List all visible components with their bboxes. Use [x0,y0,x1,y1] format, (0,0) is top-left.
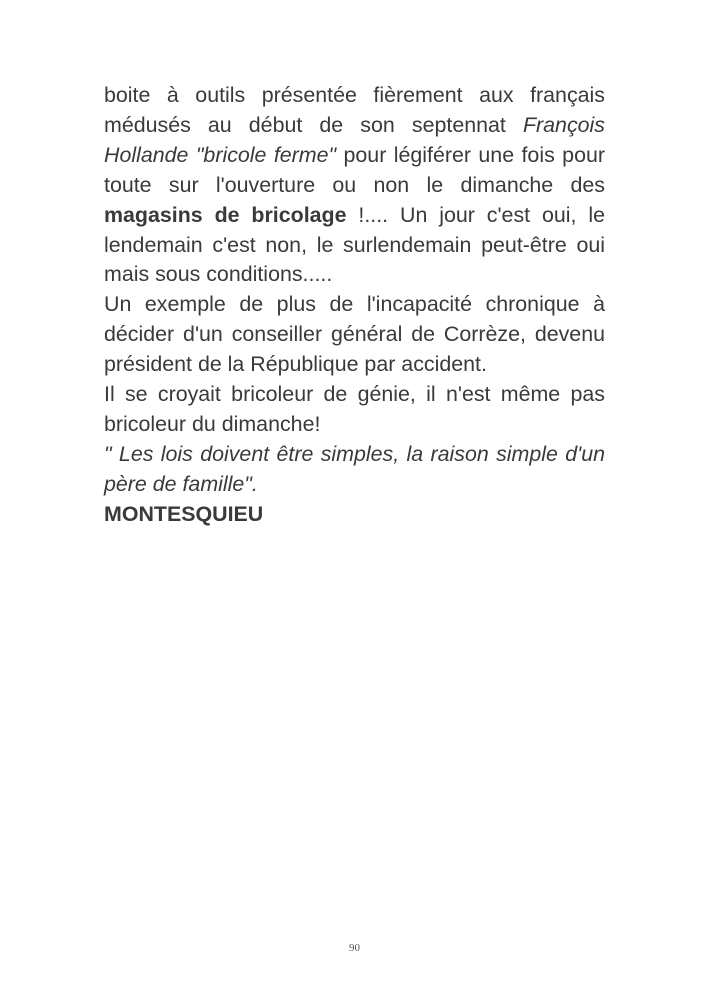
italic-francois-hollande: François Hollande "bricole ferme" [104,112,605,167]
page-number: 90 [349,942,360,954]
paragraph-toolbox [104,81,605,290]
bold-magasins-de-bricolage: magasins de bricolage [104,202,347,227]
paragraph-toolbox-part1: boite à outils présentée fièrement aux français médusés au début de son septennat [104,83,605,137]
quote-author: MONTESQUIEU [104,501,264,526]
paragraph-bricoleur: Il se croyait bricoleur de génie, il n'est même pas bricoleur du dimanche! [104,382,605,436]
montesquieu-quote: " Les lois doivent être simples, la raison simple d'un père de famille". [104,441,605,496]
body-text [104,81,605,530]
paragraph-toolbox-part3: !.... Un jour c'est oui, le lendemain c'est non, le surlendemain peut-être oui mais sous conditions..... [104,202,605,287]
paragraph-toolbox-part2: pour légiférer une fois pour toute sur l'ouverture ou non le dimanche des [104,142,605,197]
paragraph-incapacite: Un exemple de plus de l'incapacité chronique à décider d'un conseiller général de Corrèze, devenu président de la République par accident. [104,292,605,377]
